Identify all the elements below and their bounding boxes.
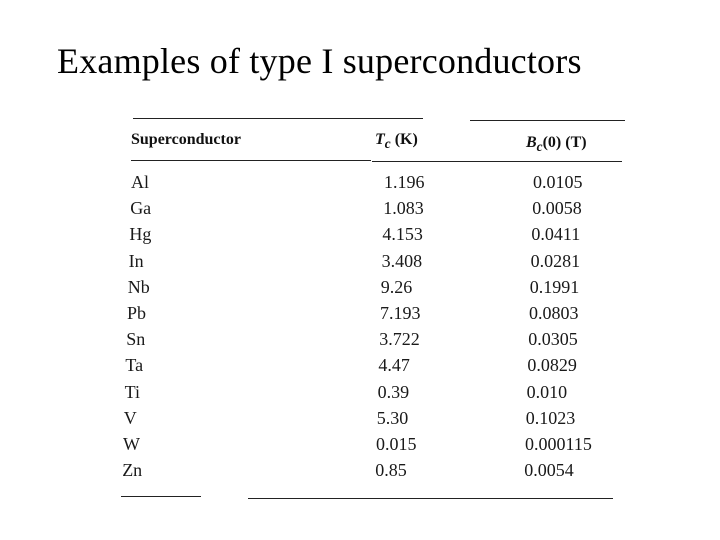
cell-element: Ta xyxy=(125,355,144,376)
header-bc-symbol: B xyxy=(526,134,537,151)
cell-bc: 0.0829 xyxy=(527,355,577,376)
cell-element: V xyxy=(123,407,137,428)
table-top-rule-right xyxy=(470,120,625,121)
cell-bc: 0.0411 xyxy=(531,224,581,245)
cell-tc: 3.408 xyxy=(381,250,423,271)
header-bc xyxy=(526,134,587,155)
header-superconductor: Superconductor xyxy=(131,131,241,148)
cell-bc: 0.0054 xyxy=(524,460,574,481)
cell-element: Nb xyxy=(127,276,150,297)
cell-element: Pb xyxy=(127,303,147,323)
cell-tc: 0.39 xyxy=(377,381,410,402)
cell-bc: 0.0305 xyxy=(528,329,578,350)
cell-bc: 0.010 xyxy=(526,381,568,402)
cell-bc: 0.000115 xyxy=(525,434,592,454)
header-rule-right xyxy=(372,161,622,162)
cell-tc: 9.26 xyxy=(380,276,413,297)
cell-element: Ga xyxy=(130,198,152,219)
cell-bc: 0.1023 xyxy=(525,407,576,428)
header-rule-left xyxy=(131,160,371,161)
cell-tc: 0.85 xyxy=(375,460,407,481)
cell-bc: 0.0105 xyxy=(533,172,583,192)
header-tc-symbol: T xyxy=(375,131,385,148)
cell-element: Sn xyxy=(126,329,146,350)
table-bottom-rule-right xyxy=(248,498,613,499)
header-tc-unit: (K) xyxy=(390,131,418,148)
header-tc-subscript: c xyxy=(384,136,391,152)
cell-element: Al xyxy=(131,172,149,192)
table-bottom-rule-left xyxy=(121,496,201,497)
table-top-rule-left xyxy=(133,118,423,119)
cell-bc: 0.0803 xyxy=(529,303,579,323)
cell-tc: 7.193 xyxy=(380,303,421,323)
cell-element: In xyxy=(128,250,144,271)
header-bc-unit: (0) (T) xyxy=(542,134,587,151)
cell-tc: 1.196 xyxy=(384,172,425,192)
cell-tc: 4.153 xyxy=(382,224,423,245)
header-bc-subscript: c xyxy=(536,139,543,155)
cell-tc: 3.722 xyxy=(379,329,420,350)
cell-bc: 0.0281 xyxy=(530,250,581,271)
cell-bc: 0.0058 xyxy=(532,198,582,219)
cell-bc: 0.1991 xyxy=(529,276,580,297)
cell-element: W xyxy=(123,434,140,454)
cell-tc: 1.083 xyxy=(383,198,424,219)
cell-element: Zn xyxy=(122,460,143,481)
cell-tc: 4.47 xyxy=(378,355,410,376)
page-title: Examples of type I superconductors xyxy=(57,41,582,81)
header-tc xyxy=(375,131,418,152)
cell-element: Hg xyxy=(129,224,152,245)
cell-tc: 0.015 xyxy=(376,434,417,454)
cell-tc: 5.30 xyxy=(376,407,409,428)
cell-element: Ti xyxy=(124,381,140,402)
